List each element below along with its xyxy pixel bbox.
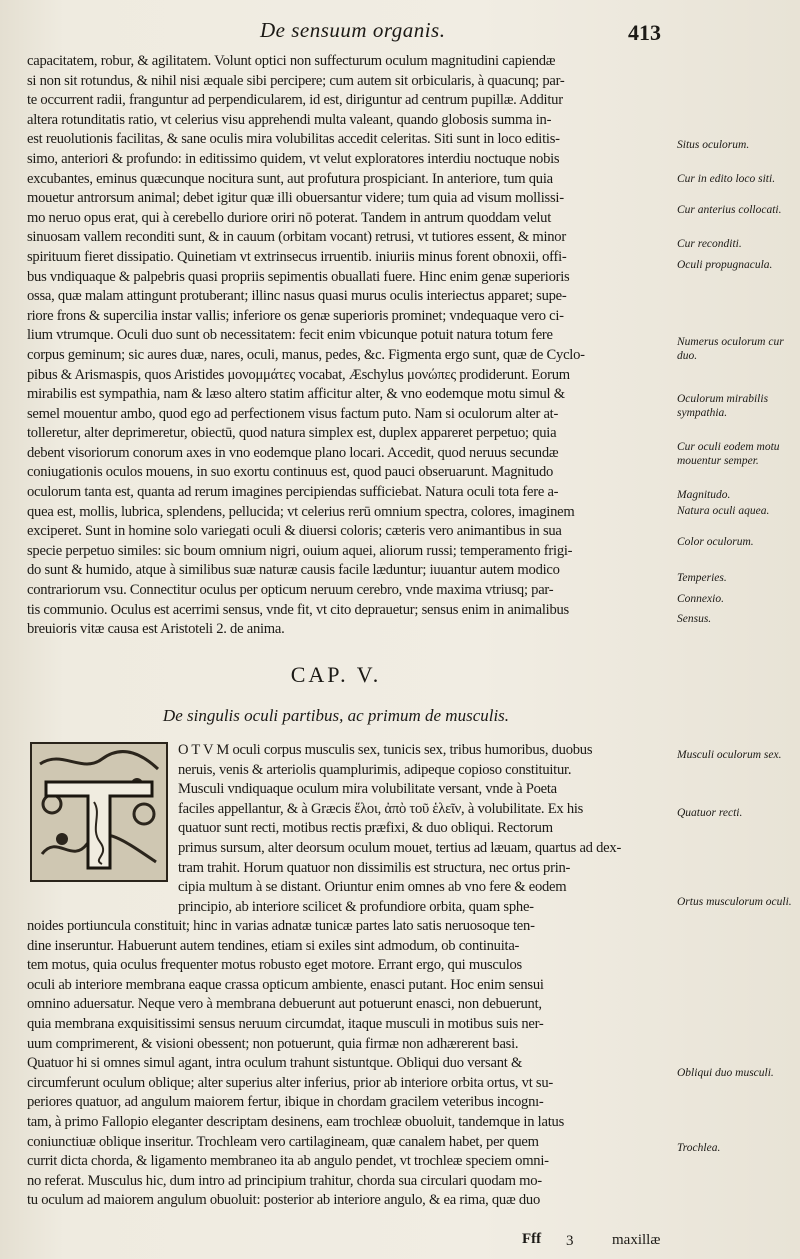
text-line: tem motus, quia oculus frequenter motus robusto eget motore. Errant ergo, qui musculos	[27, 957, 522, 974]
text-line: specie perpetuo similes: sic boum omnium nigri, ouium aquei, aliorum russi; temperamento frigi-	[27, 542, 573, 559]
text-line: pibus & Arismaspis, quos Aristides μονομμάτες vocabat, Æschylus μονώπες prodiderunt. Eorum	[27, 366, 570, 383]
text-line: Musculi vndiquaque oculum mira volubilitate versant, vnde à Poeta	[178, 781, 557, 798]
margin-note: Ortus musculorum oculi.	[677, 896, 792, 908]
text-line: uum comprimerent, & visioni obessent; non potuerunt, quia firmæ non adhærerent basi.	[27, 1035, 519, 1052]
main-text-block-1	[27, 52, 675, 640]
text-line: coniugationis oculos mouens, in suo exortu continuus est, quod pauci obseruarunt. Magnitudo	[27, 464, 554, 481]
text-line: no referat. Musculus hic, dum intro ad principium trahitur, chorda sua circulari quodam mo-	[27, 1172, 542, 1189]
margin-note: Cur reconditi.	[677, 238, 742, 250]
text-line: corpus geminum; sic aures duæ, nares, oculi, manus, pedes, &c. Figmenta ergo sunt, quæ de Cyclo-	[27, 346, 585, 363]
text-line: tolleretur, alter deprimeretur, obiectū, quod natura simplex est, duplex appareret perpetuo; quia	[27, 425, 557, 442]
margin-note: Oculi propugnacula.	[677, 259, 773, 271]
text-line: bus vndiquaque & palpebris quasi propriis sepimentis obuallati fuere. Hinc enim genæ superioris	[27, 268, 570, 285]
margin-note: Temperies.	[677, 572, 727, 584]
margin-note: Color oculorum.	[677, 536, 754, 548]
margin-note: Obliqui duo musculi.	[677, 1067, 774, 1079]
margin-note: Sensus.	[677, 613, 712, 625]
margin-note: Cur anterius collocati.	[677, 204, 782, 216]
text-line: capacitatem, robur, & agilitatem. Volunt optici non suffecturum oculum magnitudini capiendæ	[27, 53, 556, 69]
margin-note: Magnitudo.	[677, 489, 731, 501]
text-line: simo, anteriori & profundo: in editissimo quidem, vt velut exploratores interdiu noctuque nobis	[27, 150, 560, 167]
margin-note: Cur in edito loco siti.	[677, 173, 776, 185]
text-line: dine inseruntur. Habuerunt autem tendines, etiam si exiles sint admodum, ob continuita-	[27, 937, 520, 954]
catchword: maxillæ	[612, 1232, 661, 1248]
text-line: cipia multum à se distant. Oriuntur enim omnes ab vno fere & eodem	[178, 879, 567, 896]
text-line: neruis, venis & arteriolis quamplurimis, adipeque copioso constituitur.	[178, 761, 572, 778]
text-line: tam, à primo Fallopio eleganter descriptam desinens, eam trochleæ obuoluit, tandemque in latus	[27, 1113, 564, 1130]
text-line: O T V M oculi corpus musculis sex, tunicis sex, tribus humoribus, duobus	[178, 742, 593, 758]
text-line: semel mouentur ambo, quod ego ad perfectionem visus factum puto. Nam si oculorum alter at-	[27, 405, 559, 422]
text-line: currit dicta chorda, & ligamento membraneo ita ab angulo pendet, vt trochleæ speciem omni-	[27, 1153, 549, 1170]
margin-note: Natura oculi aquea.	[677, 505, 770, 517]
text-line: riore frons & supercilia instar vallis; inferiore os genæ superioris prominet; vndequaque vero ci-	[27, 307, 564, 324]
text-line: contrariorum vsu. Connectitur oculus per opticum neruum cerebro, vnde maxima vtriusq; par-	[27, 582, 554, 599]
text-line: oculorum tanta est, quanta ad rerum imagines percipiendas sufficiebat. Natura oculi tota fere a-	[27, 484, 559, 501]
text-line: te occurrent radii, franguntur ad perpendicularem, id est, diriguntur ad centrum pupillæ. Additur	[27, 92, 563, 109]
text-line: si non sit rotundus, & nihil nisi æquale sibi percipere; cum autem sit orbicularis, à quacunq; par-	[27, 72, 565, 89]
text-line: periores quatuor, ad angulum maiorem fertur, ibique in chordam gracilem veteribus incognı-	[27, 1094, 544, 1111]
text-line: faciles appellantur, & à Græcis ἕλοι, ἀπὸ τοῦ ἑλεῖν, à volubilitate. Ex his	[178, 800, 584, 817]
running-head: De sensuum organis.	[260, 18, 446, 42]
text-line: circumferunt oculum oblique; alter superius alter inferius, prior ab interiore orbita ortus, vt su-	[27, 1074, 554, 1091]
text-line: ossa, quæ malam attingunt protuberant; illinc nasus quasi murus oculis interiectus apparet; supe-	[27, 288, 567, 305]
text-line: excubantes, eminus quæcunque nocitura sunt, aut profutura prospiciant. In anteriore, tum quia	[27, 170, 553, 187]
text-line: quia membrana exquisitissimi sensus neruum circumdat, itaque musculi in motibus suis ner-	[27, 1015, 544, 1032]
text-line: quea est, mollis, lubrica, splendens, pellucida; vt celerius rerū omnium spectra, colores, imaginem	[27, 503, 575, 520]
signature-mark: Fff	[522, 1231, 542, 1247]
text-line: do sunt & humido, atque à similibus suæ naturæ causis facile læduntur; iuuantur autem modico	[27, 562, 560, 579]
chapter-subtitle: De singulis oculi partibus, ac primum de musculis.	[162, 706, 510, 725]
text-line: noides portiuncula constituit; hinc in varias adnatæ tunicæ partes lato satis neruosoque ten-	[27, 918, 535, 934]
text-line: exciperet. Sunt in homine solo variegati oculi & diuersi coloris; cæteris vero animantibus in sua	[27, 523, 562, 540]
text-line: quatuor sunt recti, motibus rectis præfixi, & duo obliqui. Rectorum	[178, 820, 553, 837]
margin-note: Numerus oculorum cur duo.	[677, 336, 784, 362]
text-line: tram trahit. Horum quatuor non dissimilis est structura, nec ortus prin-	[178, 859, 571, 876]
text-line: mouetur antrorsum animal; debet igitur quæ illi obuersantur videre; tum quia ad visum mollissi-	[27, 190, 564, 207]
signature-number: 3	[566, 1233, 574, 1249]
margin-note: Oculorum mirabilis sympathia.	[677, 393, 769, 419]
main-text-block-2	[27, 917, 675, 1211]
text-line: mo neruo opus erat, qui à cerebello duriore oriri nō poterat. Tandem in antrum quoddam velut	[27, 209, 552, 226]
text-line: primus sursum, alter deorsum oculum mouet, tertius ad læuam, quartus ad dex-	[178, 839, 622, 856]
text-line: est reuolutionis facilitas, & sane oculis mira volubilitas accedit celeritas. Siti sunt in loco editis-	[27, 131, 560, 148]
text-line: principio, ab interiore scilicet & profundiore orbita, quam sphe-	[178, 898, 534, 915]
text-line: lium vtrumque. Oculi duo sunt ob necessitatem: fecit enim vbicunque potuit natura totum fere	[27, 327, 553, 344]
text-line: debent visoriorum conorum axes in vno eodemque plano locari. Accedit, quod neruus secundæ	[27, 444, 559, 461]
margin-note: Quatuor recti.	[677, 807, 743, 819]
text-line: mirabilis est sympathia, nam & læso altero statim afficitur alter, & vno eodemque motu simul &	[27, 386, 565, 403]
margin-note: Trochlea.	[677, 1142, 721, 1154]
text-line: oculi ab interiore membrana eaque crassa opticum ambiente, enasci putant. Hoc enim sensui	[27, 976, 544, 993]
text-line: spirituum fieret dissipatio. Quinetiam vt extrinsecus irruentib. iniuriis minus forent obnoxii, offi-	[27, 248, 567, 265]
margin-note: Connexio.	[677, 593, 724, 605]
margin-note: Cur oculi eodem motu mouentur semper.	[677, 441, 780, 467]
text-line: breuioris vitæ causa est Aristoteli 2. de anima.	[27, 621, 285, 638]
page-number: 413	[628, 20, 661, 45]
text-line: Quatuor hi si omnes simul agant, intra oculum trahunt sistuntque. Obliqui duo versant &	[27, 1055, 523, 1072]
text-line: altera rotunditatis ratio, vt celerius visu apprehendi multa valeant, quando globosis summa in-	[27, 111, 552, 128]
text-line: tu oculum ad maiorem angulum obuoluit: posterior ab interiore angulo, & ea rima, quæ duo	[27, 1192, 540, 1209]
margin-note: Musculi oculorum sex.	[677, 749, 782, 761]
chapter-heading: CAP. V.	[290, 662, 382, 687]
text-line: sinuosam vallem reconditi sunt, & in cauum (orbitam vocant) retrusi, vt tutiores essent, & minor	[27, 229, 566, 246]
text-line: coniunctiuæ oblique inseritur. Trochleam vero cartilagineam, quæ canalem habet, per quem	[27, 1133, 539, 1150]
initial-paragraph-block	[178, 741, 676, 917]
decorated-initial-t-icon	[30, 742, 168, 882]
text-line: tis communio. Oculus est acerrimi sensus, vnde fit, vt cito deprauetur; sensus enim in animalibus	[27, 601, 569, 618]
margin-note: Situs oculorum.	[677, 139, 750, 151]
text-line: omnino aduersatur. Neque vero à membrana debuerunt aut potuerunt enasci, non debuerunt,	[27, 996, 542, 1013]
